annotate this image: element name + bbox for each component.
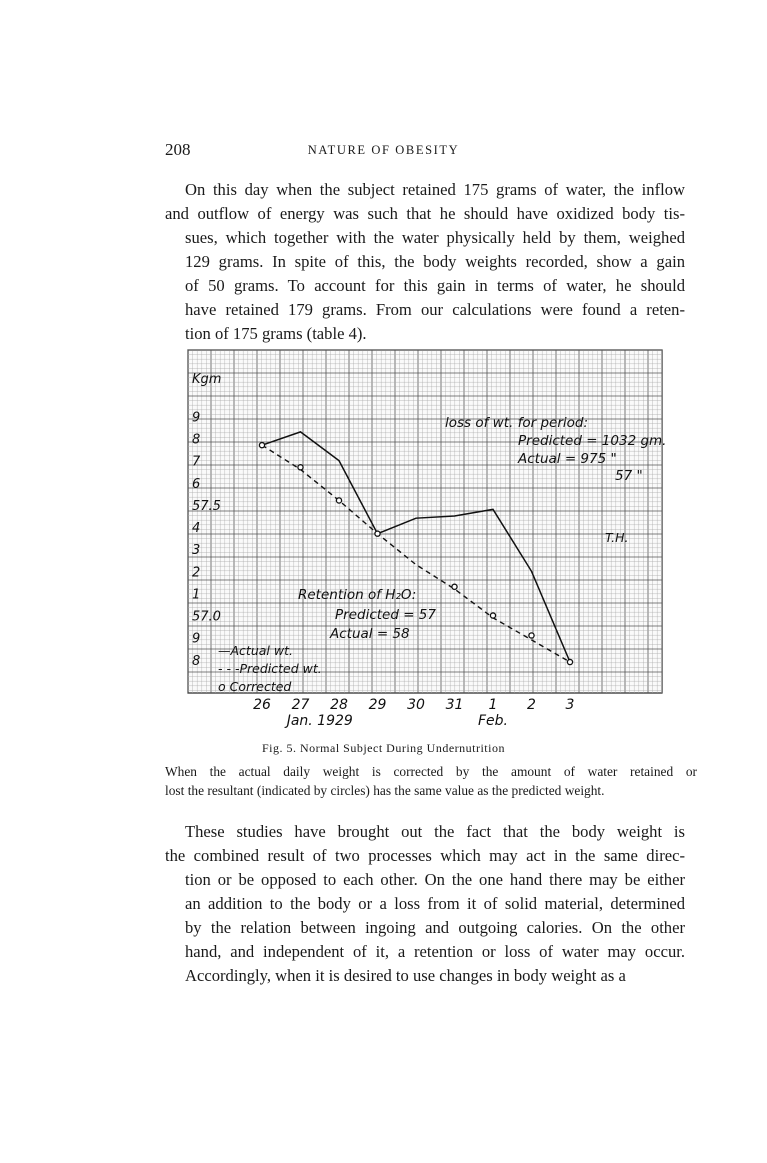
paragraph-1 bbox=[165, 178, 685, 346]
text-line: tion or be opposed to each other. On the one hand there may be either bbox=[185, 870, 685, 889]
plot-frame bbox=[188, 350, 662, 693]
chart-annotation: T.H. bbox=[605, 530, 629, 545]
text-line: tion of 175 grams (table 4). bbox=[185, 324, 367, 343]
text-line: and outflow of energy was such that he should have oxidized body tis- bbox=[165, 204, 685, 223]
graph-paper-grid bbox=[188, 350, 662, 693]
y-axis-label: Kgm bbox=[192, 372, 222, 388]
chart-annotation: 57 " bbox=[615, 468, 643, 484]
y-tick-label: 6 bbox=[192, 476, 201, 492]
text-line: have retained 179 grams. From our calculations were found a reten- bbox=[185, 300, 685, 319]
chart-annotation: Predicted = 1032 gm. bbox=[518, 433, 667, 449]
text-line: On this day when the subject retained 175 grams of water, the inflow bbox=[185, 180, 685, 199]
x-tick-label: 2 bbox=[527, 697, 536, 713]
corrected-point bbox=[259, 443, 264, 448]
text-line: the combined result of two processes which may act in the same direc- bbox=[165, 846, 685, 865]
text-line: by the relation between ingoing and outgoing calories. On the other bbox=[185, 918, 685, 937]
x-tick-label: 27 bbox=[291, 697, 310, 713]
corrected-point bbox=[298, 465, 303, 470]
corrected-point bbox=[490, 613, 495, 618]
text-line: an addition to the body or a loss from it of solid material, determined bbox=[185, 894, 685, 913]
chart-annotation: Predicted = 57 bbox=[335, 607, 436, 623]
corrected-point bbox=[452, 584, 457, 589]
x-tick-label: 30 bbox=[407, 697, 425, 713]
text-line: 129 grams. In spite of this, the body weights recorded, show a gain bbox=[185, 252, 685, 271]
y-tick-label: 7 bbox=[192, 454, 201, 470]
legend-entry: - - -Predicted wt. bbox=[218, 661, 322, 676]
corrected-point bbox=[529, 633, 534, 638]
running-head: NATURE OF OBESITY bbox=[307, 143, 460, 157]
caption-line: lost the resultant (indicated by circles) has the same value as the predicted weight. bbox=[165, 783, 605, 798]
y-tick-label: 9 bbox=[192, 410, 201, 426]
x-tick-label: 3 bbox=[565, 697, 575, 713]
y-tick-label: 3 bbox=[192, 543, 201, 559]
paragraph-2 bbox=[165, 820, 685, 988]
weight-chart bbox=[180, 345, 670, 730]
text-line: Accordingly, when it is desired to use changes in body weight as a bbox=[185, 966, 626, 985]
x-sublabel: Feb. bbox=[477, 713, 509, 729]
x-tick-label: 29 bbox=[368, 697, 387, 713]
y-tick-label: 57.0 bbox=[192, 609, 221, 625]
page-number: 208 bbox=[165, 140, 191, 159]
y-tick-label: 8 bbox=[192, 653, 201, 669]
x-sublabel: Jan. 1929 bbox=[286, 713, 353, 729]
text-line: of 50 grams. To account for this gain in terms of water, he should bbox=[185, 276, 685, 295]
y-tick-label: 8 bbox=[192, 432, 201, 448]
x-tick-labels bbox=[253, 697, 574, 729]
legend-entry: o Corrected bbox=[218, 679, 292, 694]
y-tick-label: 1 bbox=[192, 587, 201, 603]
chart-annotation: Actual = 58 bbox=[330, 626, 410, 642]
chart-annotation: Actual = 975 " bbox=[518, 451, 617, 467]
corrected-point bbox=[336, 498, 341, 503]
chart-annotation: Retention of H₂O: bbox=[298, 587, 417, 603]
y-tick-label: 2 bbox=[192, 565, 201, 581]
text-line: These studies have brought out the fact that the body weight is bbox=[185, 822, 685, 841]
y-tick-label: 4 bbox=[192, 521, 201, 537]
caption-line: When the actual daily weight is corrected by the amount of water retained or bbox=[165, 764, 697, 779]
figure-caption-title: Fig. 5. Normal Subject During Undernutrition bbox=[262, 741, 505, 755]
x-tick-label: 1 bbox=[488, 697, 498, 713]
legend-entry: —Actual wt. bbox=[218, 643, 293, 658]
x-tick-label: 31 bbox=[445, 697, 464, 713]
x-tick-label: 26 bbox=[253, 697, 271, 713]
text-line: sues, which together with the water physically held by them, weighed bbox=[185, 228, 685, 247]
y-tick-label: 57.5 bbox=[192, 498, 221, 514]
figure-caption-body bbox=[165, 762, 697, 800]
corrected-point bbox=[567, 659, 572, 664]
text-line: hand, and independent of it, a retention or loss of water may occur. bbox=[185, 942, 685, 961]
chart-annotation: loss of wt. for period: bbox=[445, 415, 588, 431]
x-tick-label: 28 bbox=[330, 697, 348, 713]
corrected-point bbox=[375, 531, 380, 536]
y-tick-label: 9 bbox=[192, 631, 201, 647]
